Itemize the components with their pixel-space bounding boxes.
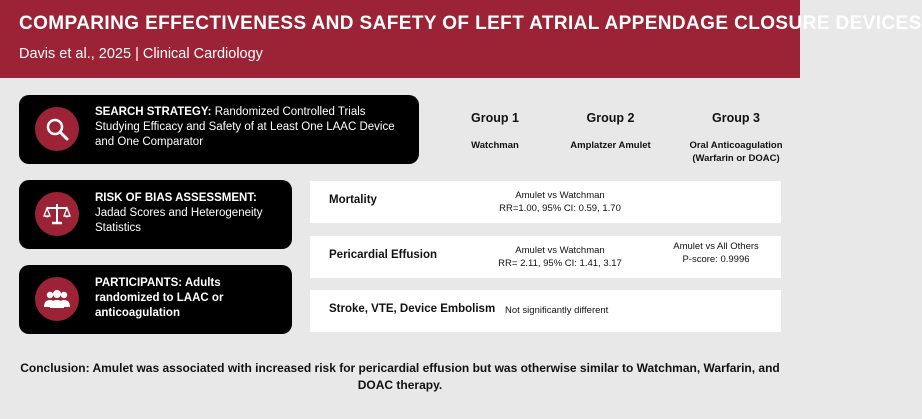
group-3-header	[676, 111, 796, 165]
comparison-text: Not significantly different	[505, 305, 609, 316]
risk-of-bias-text	[95, 191, 285, 236]
outcome-label: Pericardial Effusion	[329, 249, 438, 261]
search-strategy-card	[19, 95, 419, 164]
participants-card	[19, 265, 292, 334]
participants-text: PARTICIPANTS: Adults randomized to LAAC or anticoagulation	[95, 277, 224, 319]
header-banner	[0, 0, 922, 78]
risk-of-bias-card	[19, 180, 292, 249]
risk-of-bias-body: Jadad Scores and Heterogeneity Statistics	[95, 207, 263, 234]
comparison-text: Amulet vs Watchman	[515, 190, 605, 201]
group-1-header	[455, 111, 535, 152]
statistic-text: RR=1.00, 95% CI: 0.59, 1.70	[499, 203, 621, 214]
group-1-desc: Watchman	[471, 140, 519, 151]
outcome-result	[480, 244, 640, 270]
comparison-text: Amulet vs All Others	[673, 241, 759, 252]
people-icon	[35, 277, 79, 321]
outcome-result	[480, 189, 640, 215]
group-2-header	[558, 111, 663, 152]
search-strategy-text	[95, 105, 410, 150]
group-3-name: Group 3	[712, 111, 760, 125]
outcome-row-stroke-vte-embolism	[310, 290, 781, 332]
page-title: COMPARING EFFECTIVENESS AND SAFETY OF LEFT ATRIAL APPENDAGE CLOSURE DEVICES	[19, 13, 922, 34]
group-2-name: Group 2	[586, 111, 635, 125]
risk-of-bias-heading: RISK OF BIAS ASSESSMENT:	[95, 192, 257, 204]
magnifier-icon	[35, 107, 79, 151]
outcome-label: Stroke, VTE, Device Embolism	[329, 303, 496, 315]
group-3-desc: Oral Anticoagulation (Warfarin or DOAC)	[689, 140, 783, 164]
outcome-result-extra	[656, 240, 776, 266]
outcome-row-pericardial-effusion	[310, 236, 781, 278]
outcome-row-mortality	[310, 181, 781, 223]
scales-icon	[35, 192, 79, 236]
conclusion-text: Conclusion: Amulet was associated with increased risk for pericardial effusion but was otherwise similar to Watchman, Warfarin, and DOAC therapy.	[20, 361, 780, 392]
group-2-desc: Amplatzer Amulet	[570, 140, 651, 151]
statistic-text: P-score: 0.9996	[682, 254, 750, 265]
comparison-text: Amulet vs Watchman	[515, 245, 605, 256]
outcome-result	[505, 304, 645, 317]
search-strategy-heading: SEARCH STRATEGY:	[95, 106, 212, 118]
statistic-text: RR= 2.11, 95% CI: 1.41, 3.17	[498, 258, 622, 269]
group-1-name: Group 1	[471, 111, 519, 125]
citation: Davis et al., 2025 | Clinical Cardiology	[19, 46, 263, 62]
search-strategy-body: Randomized Controlled Trials Studying Efficacy and Safety of at Least One LAAC Device and One Comparator	[95, 106, 395, 148]
outcome-label: Mortality	[329, 194, 377, 206]
